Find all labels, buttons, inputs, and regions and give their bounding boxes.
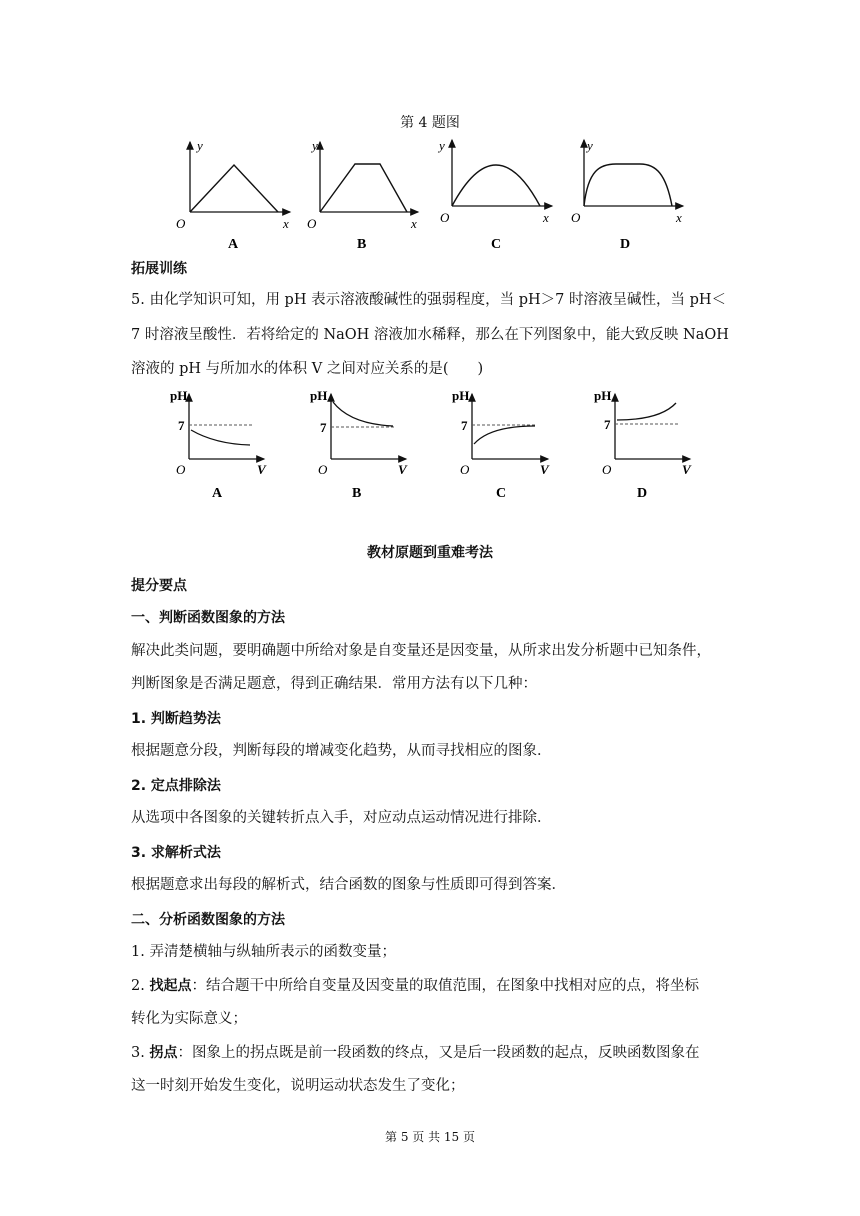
method3-text: 根据题意求出每段的解析式，结合函数的图象与性质即可得到答案． bbox=[131, 877, 566, 893]
part1-intro-line2: 判断图象是否满足题意，得到正确结果．常用方法有以下几种： bbox=[131, 676, 537, 692]
q5-d-origin: O bbox=[602, 462, 612, 477]
q5-b-origin: O bbox=[318, 462, 328, 477]
q5-d-x-label: V bbox=[682, 462, 691, 477]
q5-graph-b bbox=[310, 388, 408, 501]
q5-c-y-label: pH bbox=[452, 388, 470, 403]
method1-title: 1. 判断趋势法 bbox=[131, 711, 221, 727]
q4-c-x-label: x bbox=[543, 210, 549, 225]
q4-caption: 第 4 题图 bbox=[400, 115, 460, 131]
q5-b-x-label: V bbox=[398, 462, 407, 477]
q5-c-x-label: V bbox=[540, 462, 549, 477]
method2-text: 从选项中各图象的关键转折点入手，对应动点运动情况进行排除． bbox=[131, 810, 552, 826]
method3-title: 3. 求解析式法 bbox=[131, 845, 221, 861]
q4-a-curve bbox=[190, 165, 278, 212]
q4-d-x-label: x bbox=[676, 210, 682, 225]
q4-a-origin: O bbox=[176, 216, 186, 231]
q4-d-y-label: y bbox=[587, 138, 593, 153]
q5-c-curve bbox=[474, 426, 535, 444]
q5-figure bbox=[0, 382, 860, 507]
q5-a-y-label: pH bbox=[170, 388, 188, 403]
q4-d-origin: O bbox=[571, 210, 581, 225]
part2-item3-text: ：图象上的拐点既是前一段函数的终点，又是后一段函数的起点，反映函数图象在 bbox=[177, 1045, 700, 1061]
part2-item3-line2: 这一时刻开始发生变化，说明运动状态发生了变化； bbox=[131, 1078, 465, 1094]
part2-item2-keyword: 找起点 bbox=[149, 978, 192, 994]
q4-c-label: C bbox=[491, 237, 502, 252]
q4-graph-d bbox=[571, 138, 683, 252]
q4-d-label: D bbox=[620, 237, 631, 252]
q5-d-ref-label: 7 bbox=[604, 417, 611, 432]
q4-b-label: B bbox=[357, 237, 367, 252]
q4-graph-b bbox=[307, 138, 418, 252]
q5-a-curve bbox=[191, 430, 250, 445]
q4-figure bbox=[0, 130, 860, 255]
page-footer: 第 5 页 共 15 页 bbox=[385, 1130, 475, 1144]
q5-b-curve bbox=[333, 402, 393, 426]
tips-heading: 提分要点 bbox=[131, 578, 187, 594]
q4-b-y-label: y bbox=[312, 138, 318, 153]
q4-c-origin: O bbox=[440, 210, 450, 225]
q4-graph-c bbox=[437, 138, 552, 252]
part2-item3-keyword: 拐点 bbox=[149, 1045, 178, 1061]
q4-a-x-label: x bbox=[283, 216, 289, 231]
q5-a-origin: O bbox=[176, 462, 186, 477]
q5-a-x-label: V bbox=[257, 462, 266, 477]
q4-b-x-label: x bbox=[411, 216, 417, 231]
q5-a-ref-label: 7 bbox=[178, 418, 185, 433]
part1-heading: 一、判断函数图象的方法 bbox=[131, 610, 285, 626]
q5-line2: 7 时溶液呈酸性．若将给定的 NaOH 溶液加水稀释，那么在下列图象中，能大致反映 NaOH bbox=[131, 327, 729, 343]
q5-graph-d bbox=[594, 388, 692, 501]
q4-d-curve bbox=[584, 164, 672, 206]
part2-heading: 二、分析函数图象的方法 bbox=[131, 912, 285, 928]
q5-b-ref-label: 7 bbox=[320, 420, 327, 435]
part1-intro-line1: 解决此类问题，要明确题中所给对象是自变量还是因变量，从所求出发分析题中已知条件， bbox=[131, 643, 711, 659]
part2-item2-line2: 转化为实际意义； bbox=[131, 1011, 247, 1027]
method2-title: 2. 定点排除法 bbox=[131, 778, 221, 794]
q5-d-label: D bbox=[637, 486, 648, 501]
part2-item3-line1 bbox=[131, 1043, 699, 1063]
q4-graph-a bbox=[176, 138, 290, 252]
method1-text: 根据题意分段，判断每段的增减变化趋势，从而寻找相应的图象． bbox=[131, 743, 552, 759]
q5-line1: 5. 由化学知识可知，用 pH 表示溶液酸碱性的强弱程度，当 pH＞7 时溶液呈碱性，当 pH＜ bbox=[131, 292, 726, 308]
q4-b-origin: O bbox=[307, 216, 317, 231]
q5-line3: 溶液的 pH 与所加水的体积 V 之间对应关系的是( ) bbox=[131, 361, 484, 377]
q4-a-label: A bbox=[228, 237, 239, 252]
part2-item2-number: 2. bbox=[131, 978, 150, 994]
q4-a-y-label: y bbox=[197, 138, 203, 153]
q5-c-label: C bbox=[496, 486, 507, 501]
section-extend-heading: 拓展训练 bbox=[131, 261, 187, 277]
q5-d-y-label: pH bbox=[594, 388, 612, 403]
q5-d-curve bbox=[617, 403, 676, 420]
section-title: 教材原题到重难考法 bbox=[367, 545, 493, 561]
q4-c-curve bbox=[452, 165, 540, 206]
part2-item2-text: ：结合题干中所给自变量及因变量的取值范围，在图象中找相对应的点，将坐标 bbox=[191, 978, 699, 994]
q5-c-ref-label: 7 bbox=[461, 418, 468, 433]
q4-c-y-label: y bbox=[439, 138, 445, 153]
part2-item1: 1. 弄清楚横轴与纵轴所表示的函数变量； bbox=[131, 944, 396, 960]
q4-b-curve bbox=[320, 164, 407, 212]
q5-graph-c bbox=[452, 388, 550, 501]
q5-a-label: A bbox=[212, 486, 223, 501]
part2-item3-number: 3. bbox=[131, 1045, 150, 1061]
q5-graph-a bbox=[170, 388, 267, 501]
part2-item2-line1 bbox=[131, 976, 699, 996]
q5-b-y-label: pH bbox=[310, 388, 328, 403]
q5-c-origin: O bbox=[460, 462, 470, 477]
q5-b-label: B bbox=[352, 486, 362, 501]
